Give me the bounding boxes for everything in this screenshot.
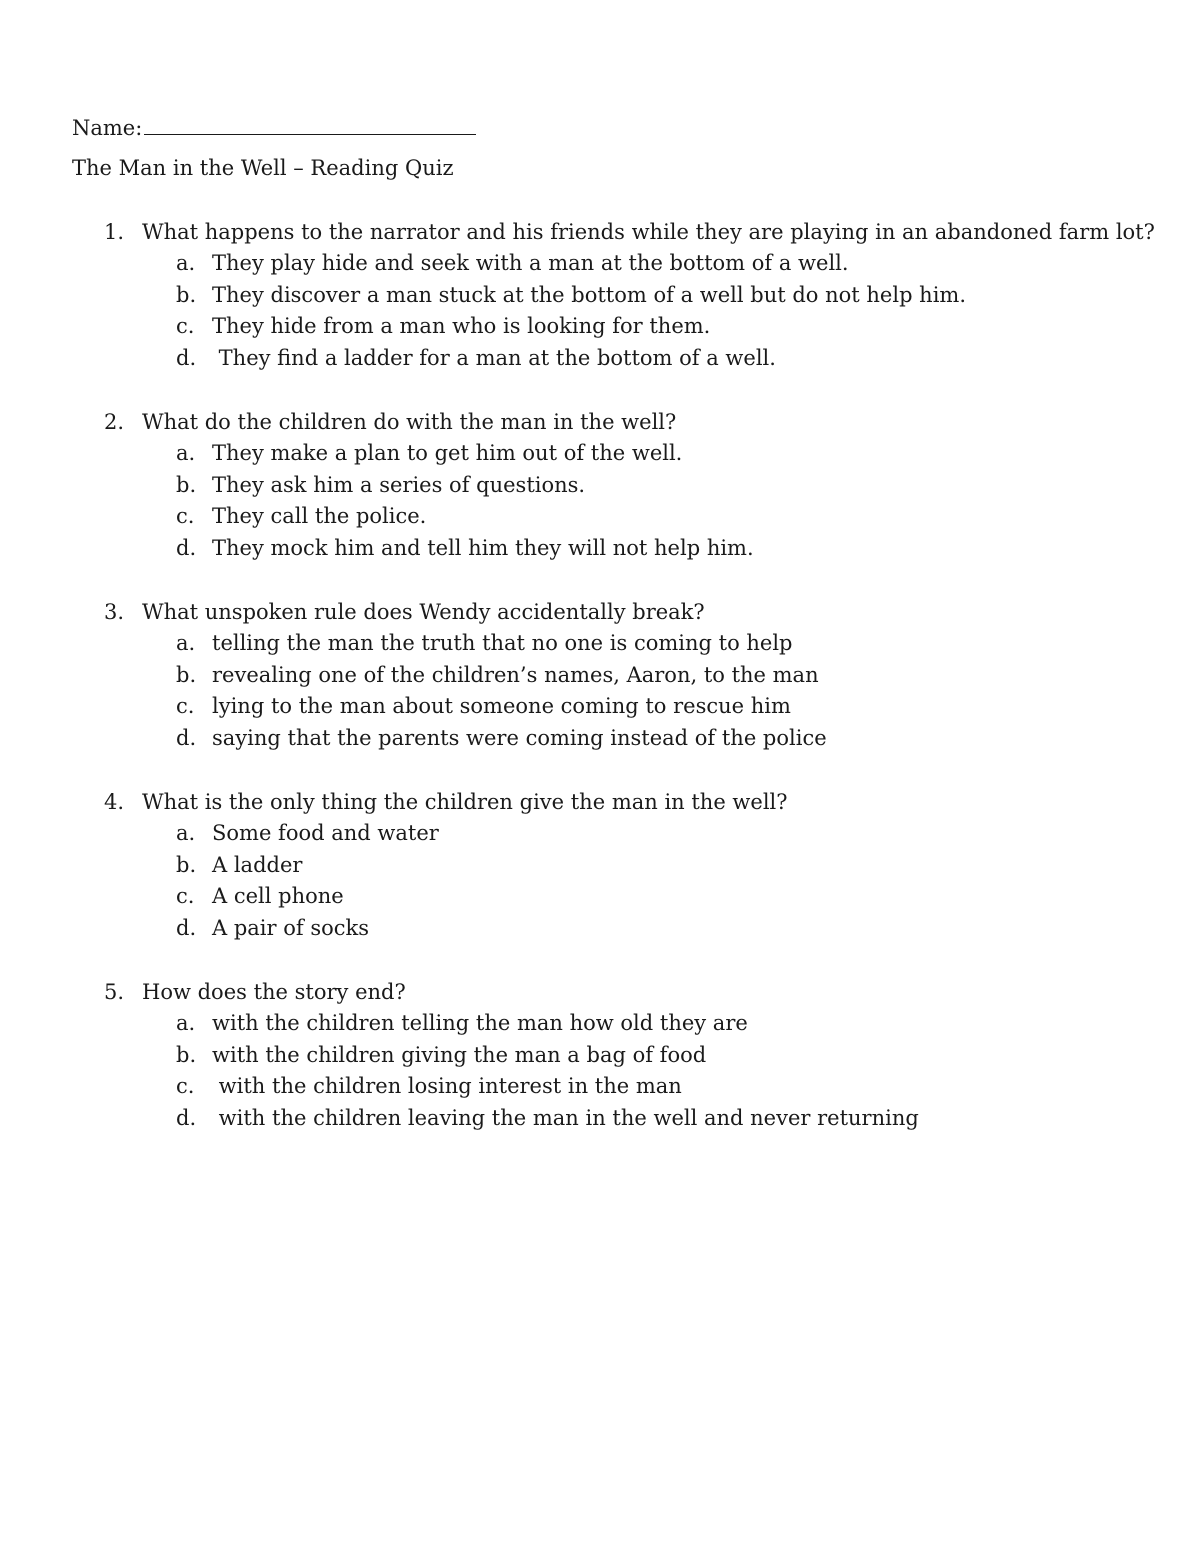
answer-option[interactable] (0, 501, 1200, 533)
answer-option[interactable] (0, 280, 1200, 312)
name-blank[interactable] (144, 112, 476, 135)
option-text: with the children giving the man a bag of food (212, 1042, 707, 1067)
option-text: A pair of socks (212, 916, 370, 941)
option-text: with the children telling the man how old they are (212, 1011, 748, 1035)
option-letter: c. (176, 314, 195, 339)
option-letter: c. (176, 1074, 195, 1099)
question-text: What unspoken rule does Wendy accidentally break? (142, 600, 705, 624)
option-text: They call the police. (212, 504, 427, 529)
answer-option[interactable] (0, 438, 1200, 470)
name-label: Name: (72, 116, 143, 140)
option-text: revealing one of the children’s names, Aaron, to the man (212, 662, 819, 687)
option-text: They find a ladder for a man at the bottom of a well. (212, 346, 776, 371)
quiz-title: The Man in the Well – Reading Quiz (72, 156, 454, 180)
answer-option[interactable] (0, 881, 1200, 913)
question-2 (0, 406, 1200, 565)
question-number: 4. (104, 790, 125, 814)
answer-option[interactable] (0, 470, 1200, 502)
option-text: They make a plan to get him out of the well. (212, 441, 683, 465)
answer-option[interactable] (0, 850, 1200, 882)
question-5 (0, 976, 1200, 1135)
option-text: They mock him and tell him they will not help him. (212, 536, 754, 561)
option-text: A ladder (212, 852, 303, 877)
question-text: How does the story end? (142, 980, 406, 1004)
question-number: 1. (104, 220, 125, 244)
answer-option[interactable] (0, 723, 1200, 755)
answer-option[interactable] (0, 660, 1200, 692)
question-line (0, 976, 1200, 1008)
question-line (0, 596, 1200, 628)
question-line (0, 216, 1200, 248)
answer-option[interactable] (0, 533, 1200, 565)
option-letter: c. (176, 504, 195, 529)
answer-option[interactable] (0, 628, 1200, 660)
option-letter: a. (176, 631, 196, 655)
question-text: What is the only thing the children give the man in the well? (142, 790, 788, 814)
option-letter: a. (176, 1011, 196, 1035)
option-text: They play hide and seek with a man at the bottom of a well. (212, 251, 849, 275)
answer-option[interactable] (0, 248, 1200, 280)
answer-option[interactable] (0, 1008, 1200, 1040)
option-letter: b. (176, 852, 197, 877)
answer-option[interactable] (0, 1103, 1200, 1135)
question-1 (0, 216, 1200, 375)
answer-option[interactable] (0, 691, 1200, 723)
question-4 (0, 786, 1200, 945)
option-letter: d. (176, 916, 197, 941)
option-letter: a. (176, 441, 196, 465)
option-letter: c. (176, 694, 195, 719)
option-text: A cell phone (212, 884, 344, 909)
option-text: with the children losing interest in the man (212, 1074, 682, 1099)
option-letter: d. (176, 726, 197, 751)
option-text: Some food and water (212, 821, 439, 845)
question-3 (0, 596, 1200, 755)
option-letter: b. (176, 1042, 197, 1067)
option-text: They ask him a series of questions. (212, 472, 586, 497)
option-letter: a. (176, 821, 196, 845)
answer-option[interactable] (0, 1040, 1200, 1072)
option-letter: d. (176, 536, 197, 561)
option-letter: b. (176, 282, 197, 307)
option-letter: d. (176, 1106, 197, 1131)
question-number: 3. (104, 600, 125, 624)
option-letter: a. (176, 251, 196, 275)
question-number: 5. (104, 980, 125, 1004)
option-letter: b. (176, 472, 197, 497)
question-line (0, 406, 1200, 438)
answer-option[interactable] (0, 343, 1200, 375)
option-text: They discover a man stuck at the bottom of a well but do not help him. (212, 282, 967, 307)
answer-option[interactable] (0, 913, 1200, 945)
question-text: What happens to the narrator and his friends while they are playing in an abandoned farm lot? (142, 220, 1155, 244)
option-text: They hide from a man who is looking for them. (212, 314, 711, 339)
question-number: 2. (104, 410, 125, 434)
answer-option[interactable] (0, 818, 1200, 850)
question-text: What do the children do with the man in the well? (142, 410, 677, 434)
option-text: telling the man the truth that no one is coming to help (212, 631, 793, 655)
option-text: saying that the parents were coming instead of the police (212, 726, 827, 751)
option-letter: d. (176, 346, 197, 371)
answer-option[interactable] (0, 311, 1200, 343)
option-text: with the children leaving the man in the well and never returning (212, 1106, 919, 1131)
option-letter: c. (176, 884, 195, 909)
question-line (0, 786, 1200, 818)
name-field-line (72, 112, 476, 143)
option-text: lying to the man about someone coming to rescue him (212, 694, 791, 719)
answer-option[interactable] (0, 1071, 1200, 1103)
option-letter: b. (176, 662, 197, 687)
